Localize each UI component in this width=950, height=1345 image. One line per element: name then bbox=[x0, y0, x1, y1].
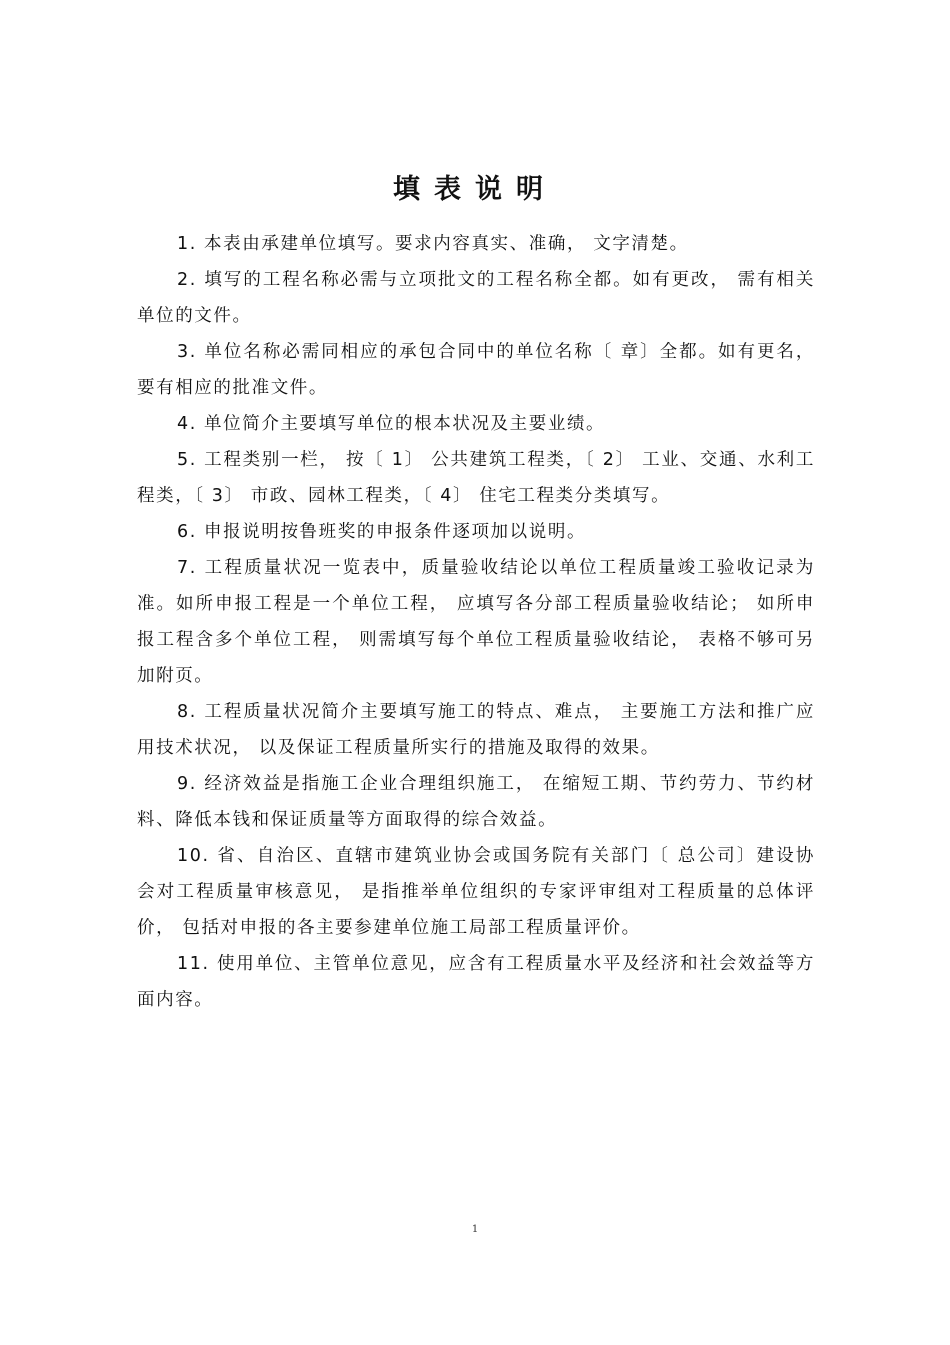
instruction-paragraph-6: 6. 申报说明按鲁班奖的申报条件逐项加以说明。 bbox=[177, 522, 587, 542]
instruction-paragraph-1: 1. 本表由承建单位填写。要求内容真实、准确， 文字清楚。 bbox=[177, 234, 689, 254]
page-number: 1 bbox=[471, 1224, 479, 1235]
instructions-body bbox=[137, 226, 815, 1018]
instruction-paragraph-11: 11. 使用单位、主管单位意见，应含有工程质量水平及经济和社会效益等方面内容。 bbox=[137, 954, 815, 1010]
instruction-paragraph-7: 7. 工程质量状况一览表中，质量验收结论以单位工程质量竣工验收记录为准。如所申报工程是一个单位工程， 应填写各分部工程质量验收结论； 如所申报工程含多个单位工程， 则需填写每个单位工程质量验收结论， 表格不够可另加附页。 bbox=[137, 558, 815, 686]
instruction-paragraph-2: 2. 填写的工程名称必需与立项批文的工程名称全都。如有更改， 需有相关单位的文件。 bbox=[137, 270, 815, 326]
instruction-paragraph-3: 3. 单位名称必需同相应的承包合同中的单位名称〔 章〕全都。如有更名， 要有相应的批准文件。 bbox=[137, 342, 815, 398]
instruction-paragraph-5: 5. 工程类别一栏， 按〔 1〕 公共建筑工程类，〔 2〕 工业、交通、水利工程类，〔 3〕 市政、园林工程类，〔 4〕 住宅工程类分类填写。 bbox=[137, 450, 815, 506]
instruction-paragraph-4: 4. 单位简介主要填写单位的根本状况及主要业绩。 bbox=[177, 414, 606, 434]
instruction-paragraph-8: 8. 工程质量状况简介主要填写施工的特点、难点， 主要施工方法和推广应用技术状况， 以及保证工程质量所实行的措施及取得的效果。 bbox=[137, 702, 815, 758]
page-title: 填表说明 bbox=[393, 174, 557, 205]
instruction-paragraph-10: 10. 省、自治区、直辖市建筑业协会或国务院有关部门〔 总公司〕建设协会对工程质量审核意见， 是指推举单位组织的专家评审组对工程质量的总体评价， 包括对申报的各主要参建单位施工局部工程质量评价。 bbox=[137, 846, 815, 938]
instruction-paragraph-9: 9. 经济效益是指施工企业合理组织施工， 在缩短工期、节约劳力、节约材料、降低本钱和保证质量等方面取得的综合效益。 bbox=[137, 774, 815, 830]
